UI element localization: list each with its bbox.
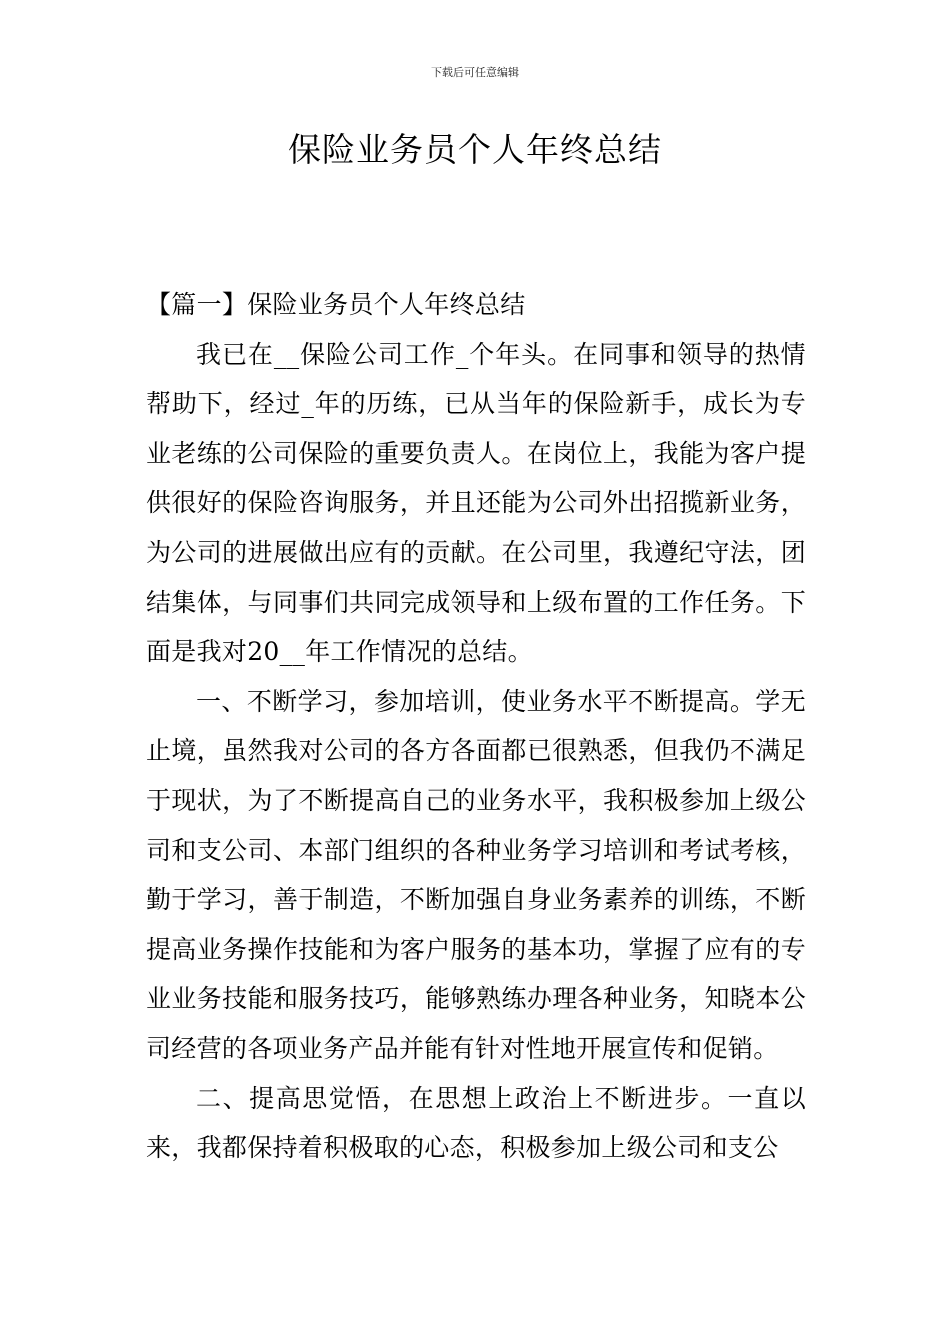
document-title: 保险业务员个人年终总结 <box>288 130 662 169</box>
section-heading: 【篇一】保险业务员个人年终总结 <box>146 290 526 319</box>
paragraph-intro: 我已在__保险公司工作_个年头。在同事和领导的热情帮助下，经过_年的历练，已从当年的保险新手，成长为专业老练的公司保险的重要负责人。在岗位上，我能为客户提供很好的保险咨询服务，并且还能为公司外出招揽新业务，为公司的进展做出应有的贡献。在公司里，我遵纪守法，团结集体，与同事们共同完成领导和上级布置的工作任务。下面是我对20__年工作情况的总结。 <box>146 339 806 667</box>
header-note: 下载后可任意编辑 <box>431 66 519 79</box>
paragraph-point-one: 一、不断学习，参加培训，使业务水平不断提高。学无止境，虽然我对公司的各方各面都已很熟悉，但我仍不满足于现状，为了不断提高自己的业务水平，我积极参加上级公司和支公司、本部门组织的各种业务学习培训和考试考核，勤于学习，善于制造，不断加强自身业务素养的训练，不断提高业务操作技能和为客户服务的基本功，掌握了应有的专业业务技能和服务技巧，能够熟练办理各种业务，知晓本公司经营的各项业务产品并能有针对性地开展宣传和促销。 <box>146 686 806 1063</box>
document-body <box>146 280 806 1173</box>
paragraph-point-two: 二、提高思觉悟，在思想上政治上不断进步。一直以来，我都保持着积极取的心态，积极参加上级公司和支公 <box>146 1083 806 1163</box>
